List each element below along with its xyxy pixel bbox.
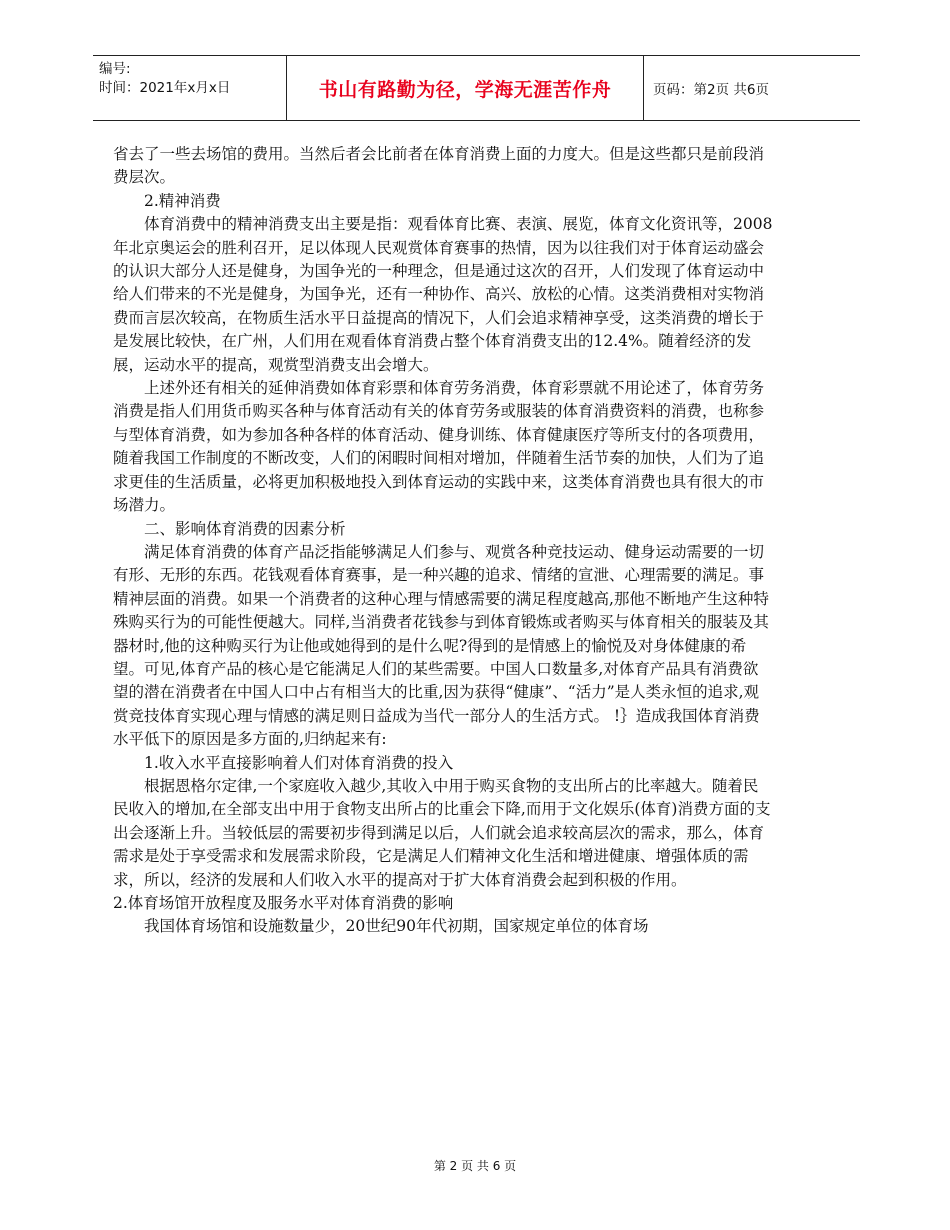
section-heading: 1.收入水平直接影响着人们对体育消费的投入 — [144, 753, 454, 772]
paragraph: 满足体育消费的体育产品泛指能够满足人们参与、观赏各种竞技运动、健身运动需要的一切有形、无形的东西。花钱观看体育赛事，是一种兴趣的追求、情绪的宣泄、心理需要的满足。事精神层面的消费。如果一个消费者的这种心理与情感需要的满足程度越高,那他不断地产生这种特殊购买行为的可能性便越大。同样,当消费者花钱参与到体育锻炼或者购买与体育相关的服装及其器材时,他的这种购买行为让他或她得到的是什么呢?得到的是情感上的愉悦及对身体健康的希望。可见,体育产品的核心是它能满足人们的某些需要。中国人口数量多,对体育产品具有消费欲望的潜在消费者在中国人口中占有相当大的比重,因为获得“健康”、“活力”是人类永恒的追求,观赏竞技体育实现心理与情感的满足则日益成为当代一部分人的生活方式。 !｝造成我国体育消费水平低下的原因是多方面的,归纳起来有: — [113, 542, 769, 749]
paragraph: 根据恩格尔定律,一个家庭收入越少,其收入中用于购买食物的支出所占的比率越大。随着民民收入的增加,在全部支出中用于食物支出所占的比重会下降,而用于文化娱乐(体育)消费方面的支出会逐渐上升。当较低层的需要初步得到满足以后，人们就会追求较高层次的需求，那么，体育需求是处于享受需求和发展需求阶段，它是满足人们精神文化生活和增进健康、增强体质的需求，所以，经济的发展和人们收入水平的提高对于扩大体育消费会起到积极的作用。 — [113, 776, 771, 889]
section-heading: 2.体育场馆开放程度及服务水平对体育消费的影响 — [113, 894, 454, 912]
paragraph: 省去了一些去场馆的费用。当然后者会比前者在体育消费上面的力度大。但是这些都只是前段消费层次。 — [113, 145, 765, 187]
section-heading: 2.精神消费 — [144, 191, 221, 210]
paragraph: 上述外还有相关的延伸消费如体育彩票和体育劳务消费，体育彩票就不用论述了，体育劳务消费是指人们用货币购买各种与体育活动有关的体育劳务或服装的体育消费资料的消费，也称参与型体育消费，如为参加各种各样的体育活动、健身训练、体育健康医疗等所支付的各项费用，随着我国工作制度的不断改变，人们的闲暇时间相对增加，伴随着生活节奏的加快，人们为了追求更佳的生活质量，必将更加积极地投入到体育运动的实践中来，这类体育消费也具有很大的市场潜力。 — [113, 379, 765, 515]
page-header — [93, 55, 860, 121]
number-label: 编号: — [99, 61, 131, 77]
paragraph: 体育消费中的精神消费支出主要是指：观看体育比赛、表演、展览，体育文化资讯等，2008年北京奥运会的胜利召开，足以体现人民观赏体育赛事的热情，因为以往我们对于体育运动盛会的认识大部分人还是健身，为国争光的一种理念，但是通过这次的召开，人们发现了体育运动中给人们带来的不光是健身，为国争光，还有一种协作、高兴、放松的心情。这类消费相对实物消费而言层次较高，在物质生活水平日益提高的情况下，人们会追求精神享受，这类消费的增长于是发展比较快，在广州，人们用在观看体育消费占整个体育消费支出的12.4%。随着经济的发展，运动水平的提高，观赏型消费支出会增大。 — [113, 215, 773, 374]
header-motto: 书山有路勤为径，学海无涯苦作舟 — [286, 56, 644, 120]
section-heading: 二、影响体育消费的因素分析 — [144, 519, 346, 538]
paragraph: 我国体育场馆和设施数量少，20世纪90年代初期，国家规定单位的体育场 — [144, 917, 649, 936]
header-page-info: 页码：第2页 共6页 — [653, 82, 769, 98]
page-footer: 第 2 页 共 6 页 — [433, 1159, 517, 1173]
header-meta — [93, 56, 286, 120]
document-body — [113, 143, 773, 939]
date-line: 时间：2021年x月x日 — [99, 80, 231, 96]
